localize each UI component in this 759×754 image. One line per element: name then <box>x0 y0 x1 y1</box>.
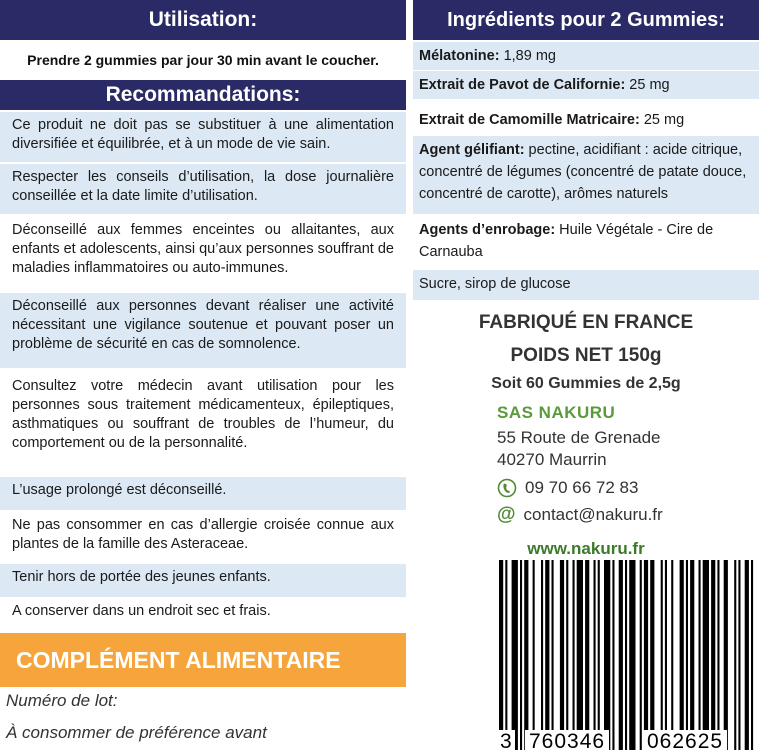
address-line-1: 55 Route de Grenade <box>497 428 661 447</box>
phone-line <box>497 478 638 498</box>
gummies-count: Soit 60 Gummies de 2,5g <box>491 375 681 392</box>
barcode-bar <box>573 560 575 750</box>
barcode-bar <box>703 560 709 750</box>
barcode-bar <box>690 560 694 750</box>
barcode-bar <box>625 560 627 750</box>
barcode-bar <box>734 560 736 750</box>
right-column <box>413 0 759 754</box>
barcode-bar <box>499 560 503 750</box>
ingredient-value: 25 mg <box>639 112 685 128</box>
recommandation-item: Respecter les conseils d’utilisation, la dose journalière conseillée et la date limite d’utilisation. <box>0 164 406 214</box>
net-weight: POIDS NET 150g <box>510 345 662 366</box>
ingredient-row <box>413 136 759 214</box>
ingredient-row <box>413 71 759 99</box>
barcode-bar <box>577 560 583 750</box>
company-name: SAS NAKURU <box>497 403 616 422</box>
barcode-bar <box>699 560 701 750</box>
barcode-bar <box>612 560 614 750</box>
barcode-bars <box>495 560 755 754</box>
barcode <box>495 560 755 754</box>
barcode-bar <box>520 560 522 750</box>
ingredient-value: pectine, acidifiant : acide citrique, concentré de légumes (concentré de patate douce, concentré de carotte), arômes naturels <box>419 142 747 202</box>
utilisation-header: Utilisation: <box>0 0 406 40</box>
recommandation-item: Ne pas consommer en cas d’allergie croisée connue aux plantes de la famille des Asteraceae. <box>12 517 394 552</box>
barcode-bar <box>650 560 654 750</box>
ingredient-value: 1,89 mg <box>499 48 556 64</box>
ingredient-label: Agent gélifiant: <box>419 142 525 158</box>
complement-alimentaire-banner: COMPLÉMENT ALIMENTAIRE <box>0 633 406 687</box>
recommandations-header: Recommandations: <box>0 80 406 110</box>
address-line-2: 40270 Maurrin <box>497 450 607 469</box>
barcode-left-group: 760346 <box>525 730 609 754</box>
barcode-right-group: 062625 <box>643 730 727 754</box>
recommandation-item: Tenir hors de portée des jeunes enfants. <box>0 564 406 597</box>
barcode-bar <box>560 560 564 750</box>
recommandation-item: Déconseillé aux femmes enceintes ou allaitantes, aux enfants et adolescents, ainsi qu’aux personnes souffrant de maladies inflammatoires ou auto-immunes. <box>12 222 394 276</box>
recommandation-item: Consultez votre médecin avant utilisation pour les personnes sous traitement médicamenteux, épileptiques, asthmatiques ou souffrant de troubles de l’humeur, du comportement ou de la personnalité. <box>12 378 394 451</box>
utilisation-text: Prendre 2 gummies par jour 30 min avant le coucher. <box>27 52 379 68</box>
ingredient-value: 25 mg <box>625 77 670 93</box>
barcode-bar <box>686 560 688 750</box>
barcode-bar <box>751 560 753 750</box>
barcode-bar <box>545 560 549 750</box>
barcode-digits <box>495 728 755 754</box>
phone-number: 09 70 66 72 83 <box>525 478 639 497</box>
recommandation-item: Déconseillé aux personnes devant réaliser une activité nécessitant une vigilance soutenue et pouvant poser un problème de sécurité en cas de somnolence. <box>0 293 406 368</box>
ingredient-row <box>413 106 759 136</box>
ingredient-label: Extrait de Pavot de Californie: <box>419 77 626 93</box>
best-before-label: À consommer de préférence avant <box>6 723 267 742</box>
at-icon: @ <box>497 504 516 525</box>
recommandation-item: A conserver dans un endroit sec et frais. <box>12 603 271 619</box>
barcode-bar <box>717 560 719 750</box>
lot-number-label: Numéro de lot: <box>6 691 118 710</box>
ingredient-row <box>413 270 759 300</box>
recommandation-item: L’usage prolongé est déconseillé. <box>0 477 406 510</box>
recommandation-item: Ce produit ne doit pas se substituer à une alimentation diversifiée et équilibrée, et à un mode de vie sain. <box>0 112 406 162</box>
barcode-bar <box>665 560 667 750</box>
barcode-bar <box>671 560 673 750</box>
barcode-bar <box>680 560 684 750</box>
barcode-bar <box>594 560 596 750</box>
barcode-bar <box>738 560 740 750</box>
phone-icon <box>497 478 517 498</box>
barcode-bar <box>619 560 623 750</box>
made-in-france: FABRIQUÉ EN FRANCE <box>478 312 694 333</box>
ingredient-value: Huile Végétale - Cire de Carnauba <box>419 222 714 260</box>
email-line <box>497 504 663 526</box>
ingredient-row <box>413 216 759 268</box>
barcode-bar <box>552 560 554 750</box>
ingredient-label: Agents d’enrobage: <box>419 222 556 238</box>
barcode-bar <box>512 560 518 750</box>
barcode-bar <box>566 560 568 750</box>
barcode-bar <box>541 560 543 750</box>
barcode-bar <box>644 560 648 750</box>
ingredient-label: Mélatonine: <box>419 48 500 64</box>
barcode-bar <box>524 560 528 750</box>
ingredient-value: Sucre, sirop de glucose <box>419 276 571 292</box>
barcode-bar <box>585 560 589 750</box>
barcode-bar <box>598 560 600 750</box>
website-url: www.nakuru.fr <box>527 539 645 558</box>
barcode-bar <box>661 560 663 750</box>
barcode-bar <box>533 560 535 750</box>
barcode-bar <box>640 560 642 750</box>
email-address: contact@nakuru.fr <box>523 505 663 524</box>
barcode-first-digit: 3 <box>497 730 515 754</box>
barcode-bar <box>505 560 507 750</box>
barcode-bar <box>745 560 749 750</box>
barcode-bar <box>711 560 715 750</box>
barcode-bar <box>724 560 728 750</box>
barcode-bar <box>604 560 610 750</box>
ingredient-row <box>413 42 759 70</box>
ingredient-label: Extrait de Camomille Matricaire: <box>419 112 640 128</box>
ingredients-header: Ingrédients pour 2 Gummies: <box>413 0 759 40</box>
barcode-bar <box>629 560 635 750</box>
